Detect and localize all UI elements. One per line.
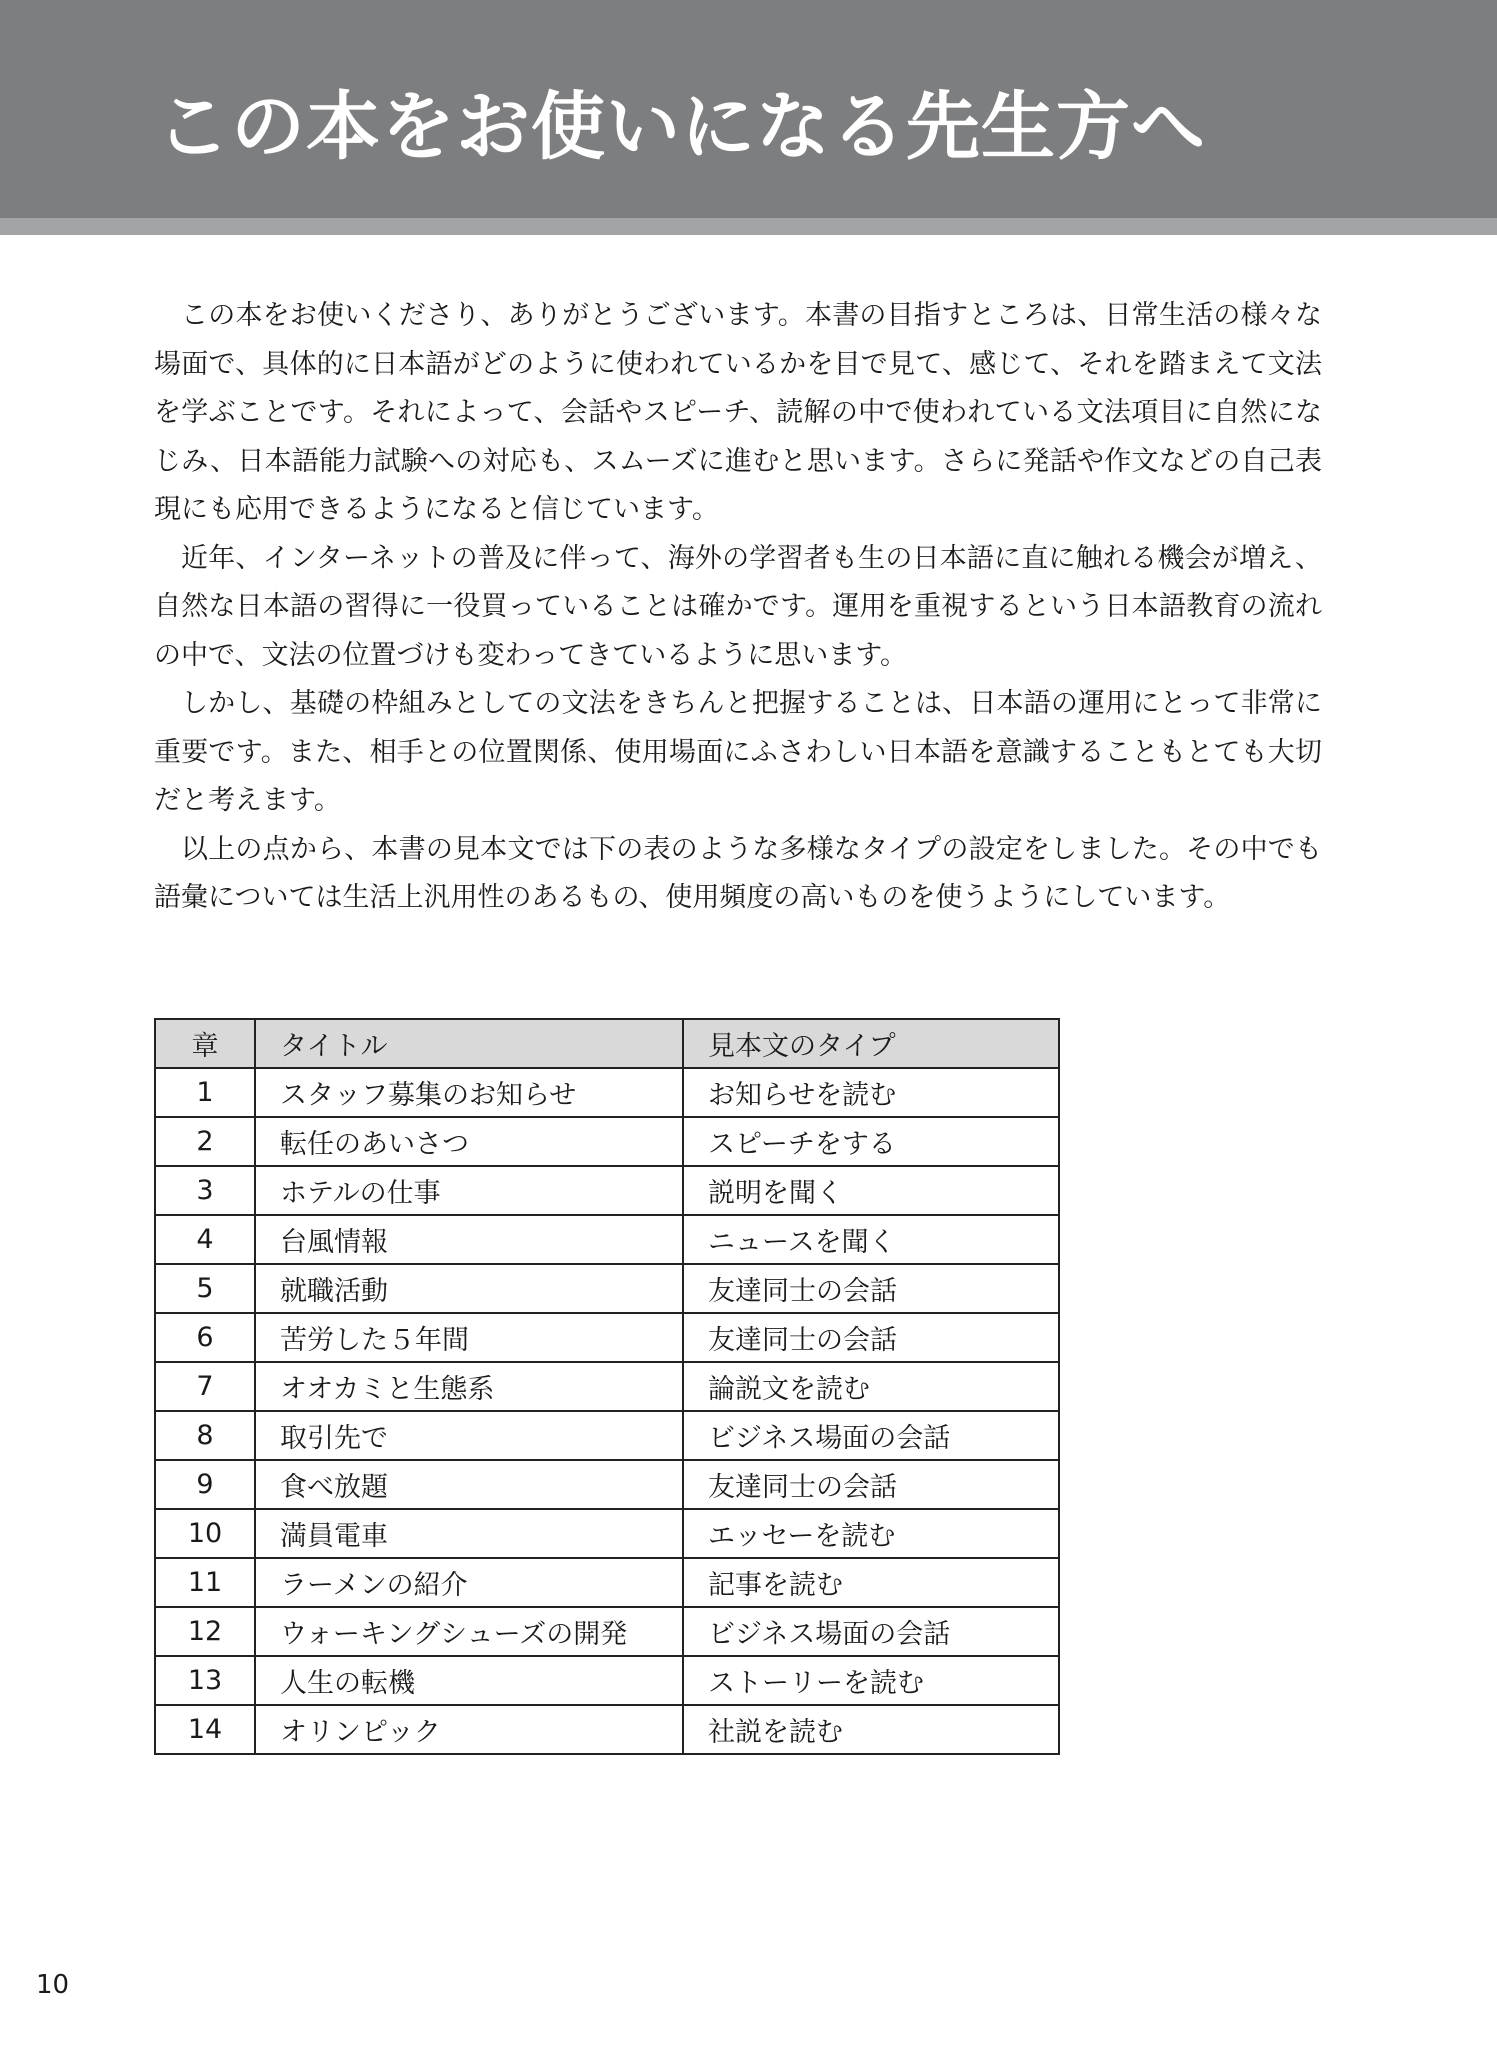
chapter-number: 11 <box>155 1558 255 1607</box>
sample-type: 論説文を読む <box>683 1362 1059 1411</box>
chapter-title: 人生の転機 <box>255 1656 683 1705</box>
sample-type: お知らせを読む <box>683 1068 1059 1117</box>
sample-type: 説明を聞く <box>683 1166 1059 1215</box>
header-title: タイトル <box>255 1019 683 1068</box>
chapter-number: 1 <box>155 1068 255 1117</box>
intro-text <box>154 292 1322 923</box>
chapter-title: 就職活動 <box>255 1264 683 1313</box>
chapter-number: 7 <box>155 1362 255 1411</box>
sample-type: ビジネス場面の会話 <box>683 1411 1059 1460</box>
page-number: 10 <box>36 1970 70 2000</box>
table-body <box>155 1068 1059 1754</box>
chapter-number: 6 <box>155 1313 255 1362</box>
table-row <box>155 1215 1059 1264</box>
table-row <box>155 1607 1059 1656</box>
chapter-number: 13 <box>155 1656 255 1705</box>
chapter-number: 14 <box>155 1705 255 1754</box>
sample-type: ビジネス場面の会話 <box>683 1607 1059 1656</box>
header-sample-type: 見本文のタイプ <box>683 1019 1059 1068</box>
table-row <box>155 1068 1059 1117</box>
chapter-title: ホテルの仕事 <box>255 1166 683 1215</box>
sample-type: 友達同士の会話 <box>683 1460 1059 1509</box>
chapter-number: 3 <box>155 1166 255 1215</box>
chapter-number: 4 <box>155 1215 255 1264</box>
header-chapter: 章 <box>155 1019 255 1068</box>
chapter-title: 転任のあいさつ <box>255 1117 683 1166</box>
intro-paragraph-4: 以上の点から、本書の見本文では下の表のような多様なタイプの設定をしました。その中でも語彙については生活上汎用性のあるもの、使用頻度の高いものを使うようにしています。 <box>154 833 1322 913</box>
table-row <box>155 1411 1059 1460</box>
chapter-title: ウォーキングシューズの開発 <box>255 1607 683 1656</box>
sample-type: エッセーを読む <box>683 1509 1059 1558</box>
sample-type: 友達同士の会話 <box>683 1313 1059 1362</box>
sample-type: ニュースを聞く <box>683 1215 1059 1264</box>
sample-type: スピーチをする <box>683 1117 1059 1166</box>
sample-type: 記事を読む <box>683 1558 1059 1607</box>
chapter-table <box>154 1018 1060 1755</box>
chapter-title: 満員電車 <box>255 1509 683 1558</box>
chapter-title: スタッフ募集のお知らせ <box>255 1068 683 1117</box>
table-row <box>155 1656 1059 1705</box>
chapter-number: 10 <box>155 1509 255 1558</box>
sample-type: 友達同士の会話 <box>683 1264 1059 1313</box>
chapter-title: オリンピック <box>255 1705 683 1754</box>
intro-paragraph-2: 近年、インターネットの普及に伴って、海外の学習者も生の日本語に直に触れる機会が増え、自然な日本語の習得に一役買っていることは確かです。運用を重視するという日本語教育の流れの中で、文法の位置づけも変わってきているように思います。 <box>154 542 1322 671</box>
table-header-row <box>155 1019 1059 1068</box>
table-row <box>155 1460 1059 1509</box>
table-row <box>155 1705 1059 1754</box>
table-row <box>155 1166 1059 1215</box>
chapter-number: 9 <box>155 1460 255 1509</box>
chapter-title: 苦労した５年間 <box>255 1313 683 1362</box>
table-row <box>155 1264 1059 1313</box>
chapter-title: 食べ放題 <box>255 1460 683 1509</box>
table-row <box>155 1558 1059 1607</box>
chapter-number: 8 <box>155 1411 255 1460</box>
chapter-number: 5 <box>155 1264 255 1313</box>
sample-type: ストーリーを読む <box>683 1656 1059 1705</box>
chapter-title: 取引先で <box>255 1411 683 1460</box>
chapter-number: 2 <box>155 1117 255 1166</box>
chapter-number: 12 <box>155 1607 255 1656</box>
chapter-title: 台風情報 <box>255 1215 683 1264</box>
chapter-title: オオカミと生態系 <box>255 1362 683 1411</box>
page-title: この本をお使いになる先生方へ <box>156 84 1206 170</box>
sample-type: 社説を読む <box>683 1705 1059 1754</box>
chapter-title: ラーメンの紹介 <box>255 1558 683 1607</box>
table-row <box>155 1117 1059 1166</box>
table-row <box>155 1362 1059 1411</box>
table-row <box>155 1313 1059 1362</box>
intro-paragraph-1: この本をお使いくださり、ありがとうございます。本書の目指すところは、日常生活の様々な場面で、具体的に日本語がどのように使われているかを目で見て、感じて、それを踏まえて文法を学ぶことです。それによって、会話やスピーチ、読解の中で使われている文法項目に自然になじみ、日本語能力試験への対応も、スムーズに進むと思います。さらに発話や作文などの自己表現にも応用できるようになると信じています。 <box>154 300 1322 525</box>
intro-paragraph-3: しかし、基礎の枠組みとしての文法をきちんと把握することは、日本語の運用にとって非常に重要です。また、相手との位置関係、使用場面にふさわしい日本語を意識することもとても大切だと考えます。 <box>154 688 1322 816</box>
header-rule <box>0 218 1497 235</box>
table-row <box>155 1509 1059 1558</box>
